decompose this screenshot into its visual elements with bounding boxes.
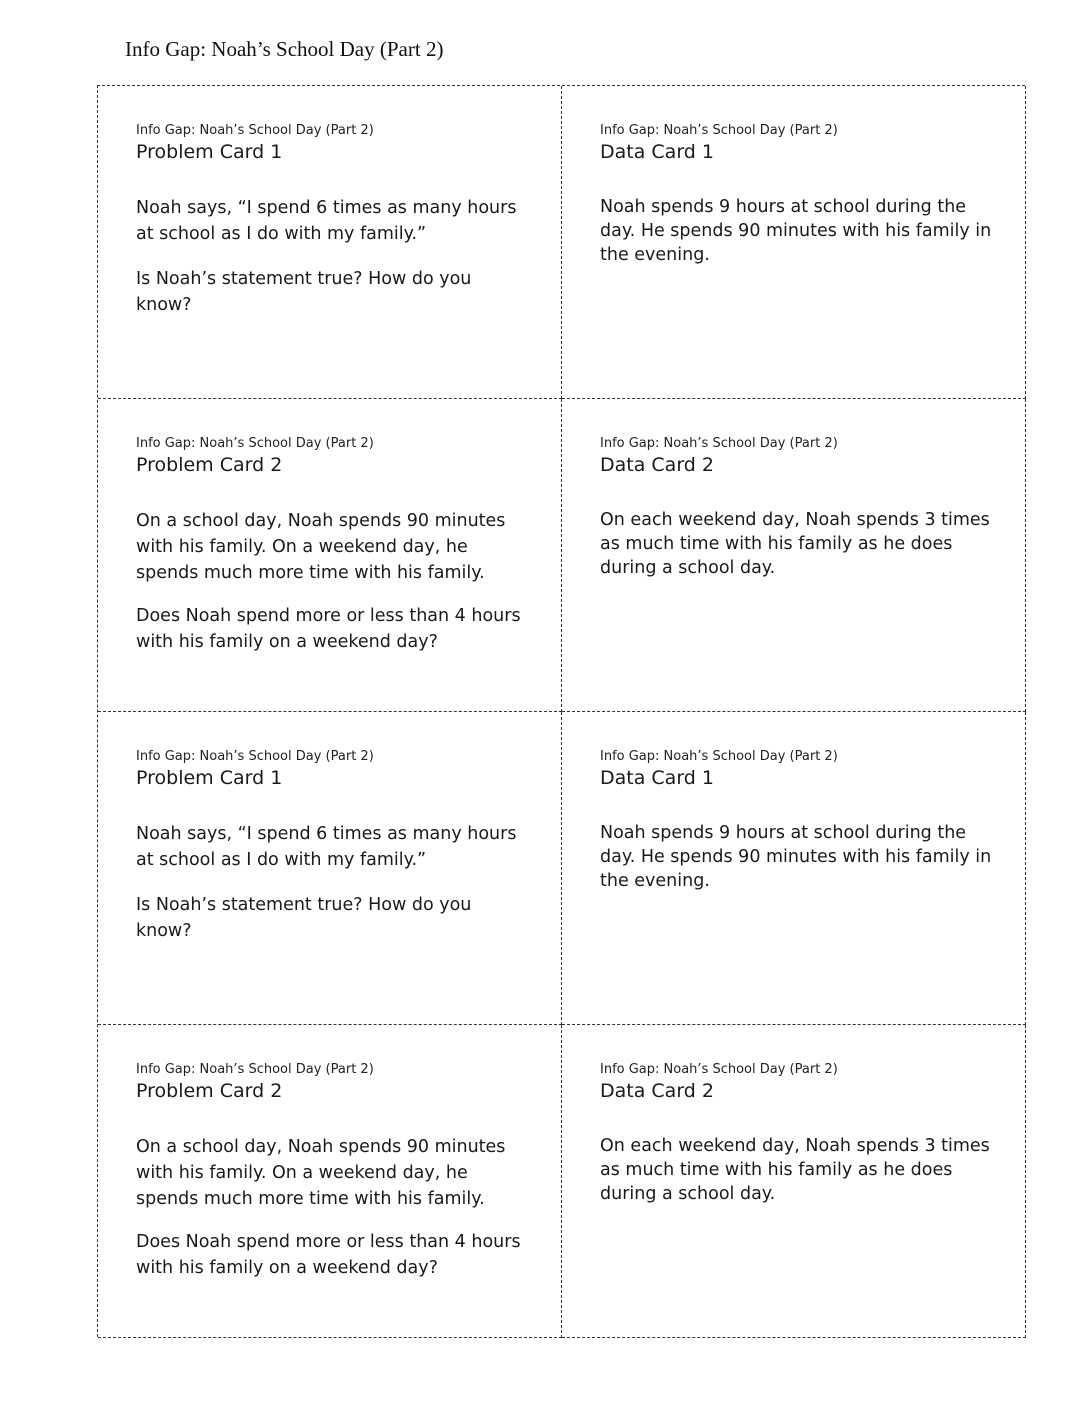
problem-card-1-copy [98, 712, 562, 1025]
problem-card-2 [98, 399, 562, 712]
card-paragraph: On each weekend day, Noah spends 3 times as much time with his family as he does during a school day. [600, 1136, 990, 1204]
card-paragraph: Noah says, “I spend 6 times as many hours at school as I do with my family.” [136, 824, 517, 870]
card-body [600, 508, 995, 580]
data-card-2 [562, 399, 1026, 712]
card-title: Problem Card 2 [136, 454, 283, 476]
card-kicker: Info Gap: Noah’s School Day (Part 2) [600, 1062, 838, 1077]
card-paragraph: Is Noah’s statement true? How do you know? [136, 895, 472, 941]
card-title: Data Card 1 [600, 141, 714, 163]
card-title: Data Card 2 [600, 1080, 714, 1102]
card-body [600, 195, 995, 267]
card-paragraph: On a school day, Noah spends 90 minutes with his family. On a weekend day, he spends much more time with his family. [136, 1137, 506, 1209]
card-kicker: Info Gap: Noah’s School Day (Part 2) [600, 436, 838, 451]
card-title: Data Card 2 [600, 454, 714, 476]
card-kicker: Info Gap: Noah’s School Day (Part 2) [136, 436, 374, 451]
card-paragraph: On each weekend day, Noah spends 3 times as much time with his family as he does during a school day. [600, 510, 990, 578]
card-body [136, 508, 531, 655]
card-title: Problem Card 2 [136, 1080, 283, 1102]
card-kicker: Info Gap: Noah’s School Day (Part 2) [136, 749, 374, 764]
card-title: Data Card 1 [600, 767, 714, 789]
data-card-1-copy [562, 712, 1026, 1025]
problem-card-2-copy [98, 1025, 562, 1338]
card-paragraph: On a school day, Noah spends 90 minutes with his family. On a weekend day, he spends much more time with his family. [136, 511, 506, 583]
card-paragraph: Does Noah spend more or less than 4 hours with his family on a weekend day? [136, 1232, 521, 1278]
page-header: Info Gap: Noah’s School Day (Part 2) [125, 37, 444, 61]
card-body [600, 821, 995, 893]
card-title: Problem Card 1 [136, 141, 283, 163]
card-body [600, 1134, 995, 1206]
card-body [136, 195, 531, 318]
card-kicker: Info Gap: Noah’s School Day (Part 2) [600, 749, 838, 764]
card-grid [97, 85, 1025, 1337]
card-kicker: Info Gap: Noah’s School Day (Part 2) [600, 123, 838, 138]
card-kicker: Info Gap: Noah’s School Day (Part 2) [136, 123, 374, 138]
card-body [136, 1134, 531, 1281]
card-body [136, 821, 531, 944]
card-kicker: Info Gap: Noah’s School Day (Part 2) [136, 1062, 374, 1077]
card-paragraph: Is Noah’s statement true? How do you know? [136, 269, 472, 315]
problem-card-1 [98, 86, 562, 399]
card-title: Problem Card 1 [136, 767, 283, 789]
card-paragraph: Does Noah spend more or less than 4 hours with his family on a weekend day? [136, 606, 521, 652]
data-card-1 [562, 86, 1026, 399]
card-paragraph: Noah says, “I spend 6 times as many hours at school as I do with my family.” [136, 198, 517, 244]
card-paragraph: Noah spends 9 hours at school during the day. He spends 90 minutes with his family in the evening. [600, 823, 992, 891]
card-paragraph: Noah spends 9 hours at school during the day. He spends 90 minutes with his family in the evening. [600, 197, 992, 265]
data-card-2-copy [562, 1025, 1026, 1338]
